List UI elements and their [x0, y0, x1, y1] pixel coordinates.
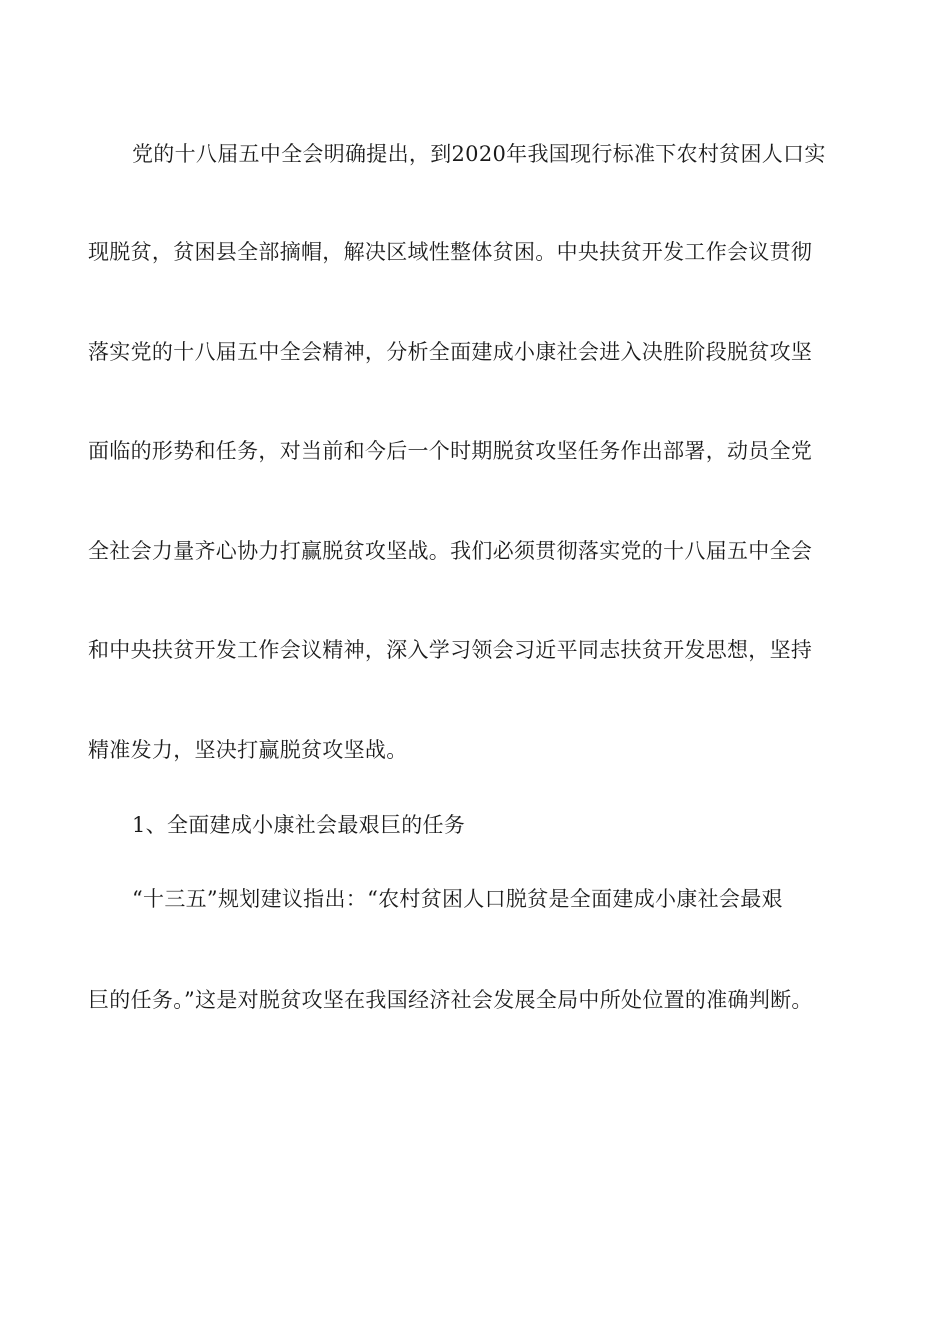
- section-heading: 1、全面建成小康社会最艰巨的任务: [132, 813, 466, 837]
- paragraph-1-line-4: 面临的形势和任务，对当前和今后一个时期脱贫攻坚任务作出部署，动员全党: [88, 439, 813, 463]
- paragraph-1-line-3: 落实党的十八届五中全会精神，分析全面建成小康社会进入决胜阶段脱贫攻坚: [88, 340, 813, 364]
- paragraph-2-line-2: 巨的任务。”这是对脱贫攻坚在我国经济社会发展全局中所处位置的准确判断。: [88, 988, 813, 1012]
- paragraph-1-line-7: 精准发力，坚决打赢脱贫攻坚战。: [88, 738, 408, 762]
- paragraph-1-line-5: 全社会力量齐心协力打赢脱贫攻坚战。我们必须贯彻落实党的十八届五中全会: [88, 539, 813, 563]
- paragraph-1-line-2: 现脱贫，贫困县全部摘帽，解决区域性整体贫困。中央扶贫开发工作会议贯彻: [88, 240, 813, 264]
- paragraph-1-line-6: 和中央扶贫开发工作会议精神，深入学习领会习近平同志扶贫开发思想，坚持: [88, 638, 813, 662]
- paragraph-1-line-1: 党的十八届五中全会明确提出，到2020年我国现行标准下农村贫困人口实: [132, 142, 826, 166]
- paragraph-2-line-1: “十三五”规划建议指出：“农村贫困人口脱贫是全面建成小康社会最艰: [132, 887, 783, 911]
